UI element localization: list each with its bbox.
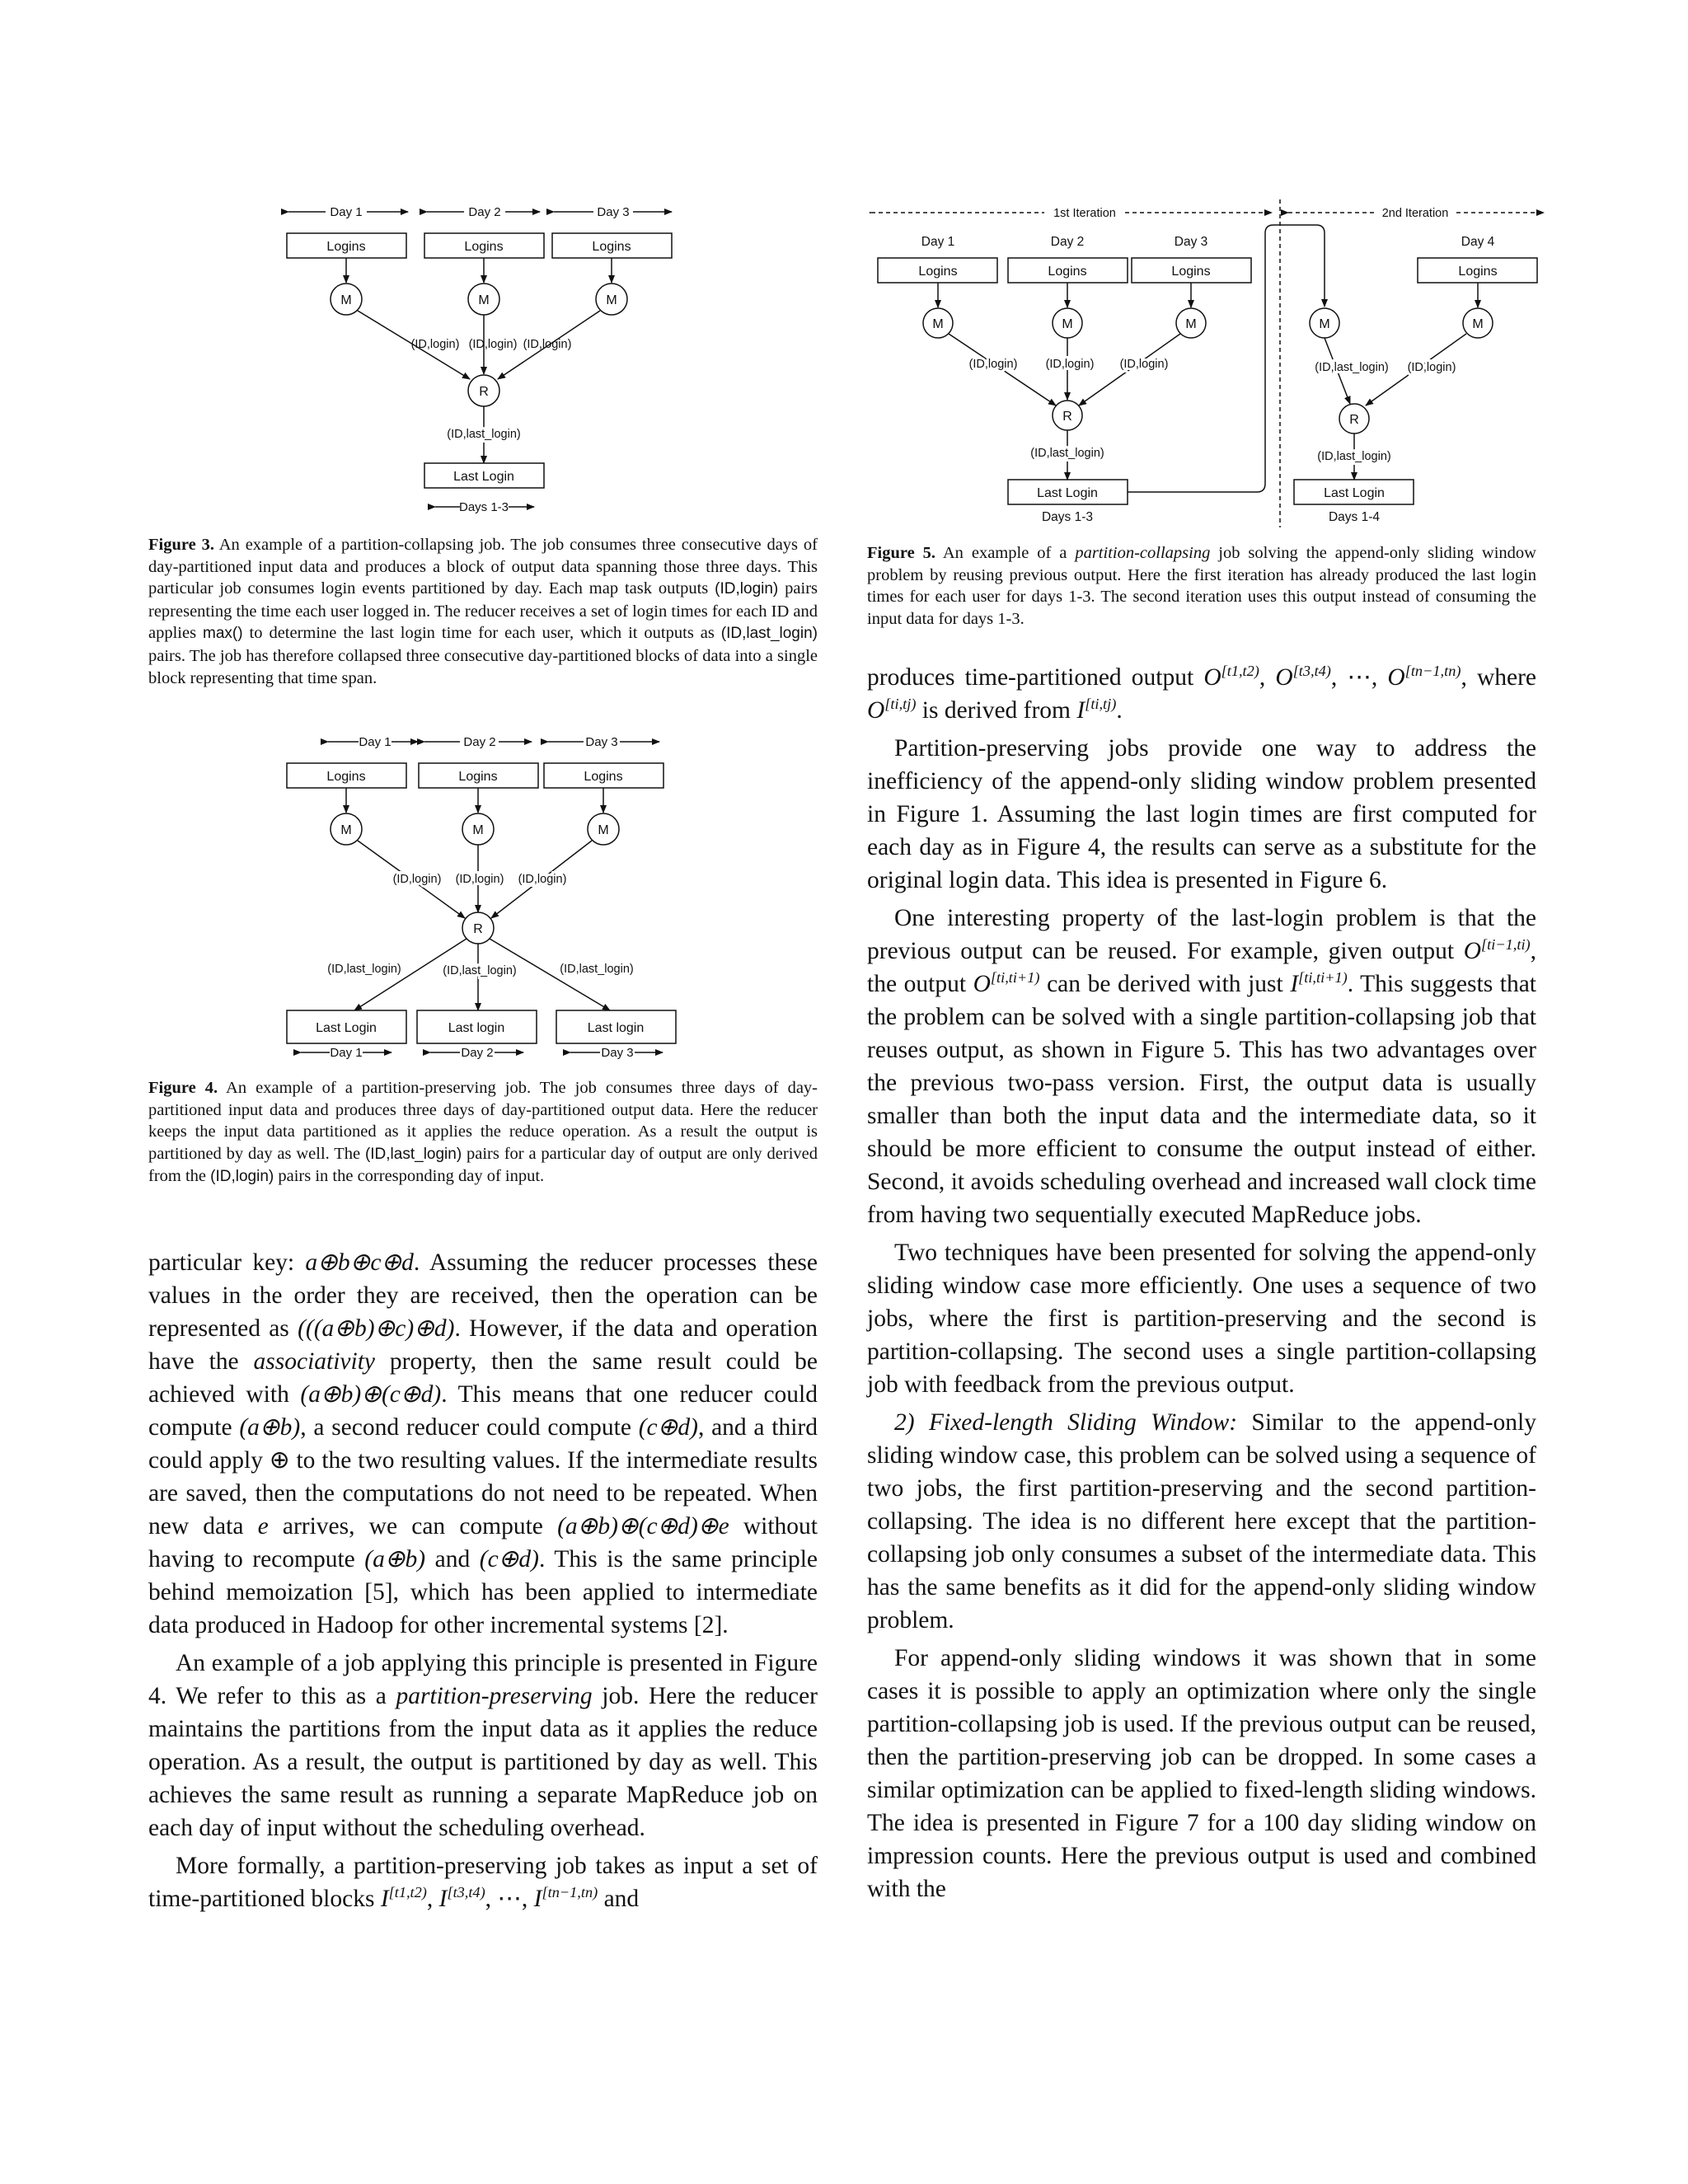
fig5-out-pair-label: (ID,last_login): [1030, 447, 1104, 460]
fig4-out-pair-label: (ID,last_login): [443, 964, 517, 977]
fig3-logins-label: Logins: [326, 240, 366, 254]
fig4-day-label: Day 1: [330, 1046, 363, 1059]
fig3-reduce-label: R: [479, 385, 489, 399]
paragraph: particular key: a⊕b⊕c⊕d. Assuming the reducer processes these values in the order they are received, then the operation can be represented as (((a⊕b)⊕c)⊕d). However, if the data and operation have the associativity property, then the same result could be achieved with (a⊕b)⊕(c⊕d). This means that one reducer could compute (a⊕b), a second reducer could compute (c⊕d), and a third could apply ⊕ to the two resulting values. If the intermediate results are saved, then the computations do not need to be repeated. When new data e arrives, we can compute (a⊕b)⊕(c⊕d)⊕e without having to recompute (a⊕b) and (c⊕d). This is the same principle behind memoization [5], which has been applied to intermediate data produced in Hadoop for other incremental systems [2].: [148, 1249, 818, 1638]
fig4-out-pair-label: (ID,last_login): [560, 963, 634, 976]
fig3-pair-label: (ID,login): [523, 338, 572, 351]
fig5-pair-label: (ID,login): [968, 358, 1018, 371]
fig3-pair-label: (ID,login): [468, 338, 518, 351]
fig3-out-pair-label: (ID,last_login): [447, 428, 521, 441]
fig5-span-label: Days 1-3: [1041, 510, 1094, 524]
right-column-text: [867, 661, 1536, 1910]
paragraph: An example of a job applying this principle is presented in Figure 4. We refer to this as a partition-preserving job. Here the reducer maintains the partitions from the input data as it applies the reduce operation. As a result, the output is partitioned by day as well. This achieves the same result as running a separate MapReduce job on each day of input without the scheduling overhead.: [148, 1650, 818, 1841]
fig3-day-label: Day 1: [330, 205, 363, 219]
fig4-output-label: Last login: [448, 1021, 505, 1035]
caption-text: job solving the append-only sliding window problem by reusing previous output. Here the first iteration has already produced the last login times for each user for days 1-3. The second iteration uses this output instead of consuming the input data for days 1-3.: [867, 544, 1536, 628]
caption-code: (ID,last_login): [720, 625, 818, 643]
fig4-pair-label: (ID,login): [392, 873, 442, 886]
fig5-pair-label: (ID,login): [1045, 358, 1095, 371]
paragraph: For append-only sliding windows it was shown that in some cases it is possible to apply an optimization where only the single partition-collapsing job is used. If the previous output can be reused, then the partition-preserving job can be dropped. In some cases a similar optimization can be applied to fixed-length sliding windows. The idea is presented in Figure 7 for a 100 day sliding window on impression counts. Here the previous output is used and combined with the: [867, 1645, 1536, 1902]
fig5-span-label: Days 1-4: [1328, 510, 1381, 524]
fig4-out-pair-label: (ID,last_login): [327, 963, 401, 976]
fig5-out-pair-label: (ID,last_login): [1317, 450, 1391, 463]
fig3-logins-label: Logins: [464, 240, 504, 254]
fig5-iteration-2-label: 2nd Iteration: [1381, 207, 1449, 220]
fig4-map-label: M: [472, 823, 484, 837]
paragraph: 2) Fixed-length Sliding Window: Similar to the append-only sliding window case, this problem can be solved using a sequence of two jobs, the first partition-preserving and the second partition-collapsing. The idea is no different here except that the partition-collapsing job only consumes a subset of the intermediate data. This has the same benefits as it did for the append-only sliding window problem.: [867, 1409, 1536, 1633]
fig5-reduce-label: R: [1349, 413, 1359, 427]
fig3-day-label: Day 2: [468, 205, 501, 219]
fig3-pair-label: (ID,login): [410, 338, 460, 351]
fig5-map-label: M: [932, 317, 944, 331]
fig4-logins-label: Logins: [584, 770, 623, 784]
fig4-map-label: M: [340, 823, 352, 837]
fig5-day-label: Day 1: [921, 235, 955, 249]
left-column-text: [148, 1246, 818, 1920]
fig4-reduce-label: R: [473, 922, 483, 936]
fig5-day-label: Day 4: [1461, 235, 1495, 249]
caption-text: An example of a: [935, 544, 1076, 562]
fig4-pair-label: (ID,login): [455, 873, 504, 886]
fig4-logins-label: Logins: [458, 770, 498, 784]
fig5-logins-label: Logins: [1048, 265, 1087, 279]
paragraph: produces time-partitioned output $O^{[t1,t2)}$, $O^{[t3,t4)}$, ⋯, $O^{[tn-1,tn)}$, where $O^{[ti,tj)}$ is derived from $I^{[ti,tj)}$.: [867, 663, 1537, 724]
fig4-day-label: Day 2: [461, 1046, 494, 1059]
fig5-map-label: M: [1185, 317, 1197, 331]
figure-4-caption: [148, 1077, 818, 1188]
fig4-day-label: Day 1: [359, 735, 392, 749]
fig3-caption-label: Figure 3.: [148, 536, 214, 554]
caption-text: An example of a partition-preserving job. The job consumes three days of day-partitioned input data and produces three days of day-partitioned output data. Here the reducer keeps the input data partitioned as it applies the reduce operation. As a result the output is partitioned by day as well. The: [148, 1079, 818, 1163]
fig3-output-label: Last Login: [453, 470, 514, 484]
subsection-heading: 2) Fixed-length Sliding Window:: [894, 1409, 1238, 1436]
fig5-day-label: Day 3: [1174, 235, 1208, 249]
caption-text: pairs. The job has therefore collapsed three consecutive day-partitioned blocks of data into a single block representing that time span.: [148, 646, 818, 687]
figure-5-caption: [867, 542, 1536, 630]
paragraph: More formally, a partition-preserving job takes as input a set of time-partitioned blocks $I^{[t1,t2)}$, $I^{[t3,t4)}$, ⋯, $I^{[tn-1,tn)}$ and: [148, 1853, 818, 1912]
fig4-output-label: Last Login: [316, 1021, 377, 1035]
fig5-logins-label: Logins: [1171, 265, 1211, 279]
figure-5: [870, 198, 1554, 532]
fig4-logins-label: Logins: [326, 770, 366, 784]
figure-4: [272, 725, 701, 1059]
fig4-day-label: Day 2: [463, 735, 496, 749]
fig5-out-pair-label: (ID,last_login): [1315, 361, 1389, 374]
fig3-map-label: M: [340, 293, 352, 307]
caption-text: pairs in the corresponding day of input.: [274, 1167, 545, 1186]
fig5-logins-label: Logins: [918, 265, 958, 279]
fig5-output-label: Last Login: [1324, 486, 1385, 500]
caption-text: An example of a partition-collapsing job. The job consumes three consecutive days of day-partitioned input data and produces a block of output data spanning those three days. This particular job consumes login events partitioned by day. Each map task outputs: [148, 536, 818, 598]
figure-3-diagram: [272, 194, 701, 523]
fig3-logins-label: Logins: [592, 240, 631, 254]
figure-5-diagram: [870, 198, 1554, 532]
fig4-map-label: M: [598, 823, 609, 837]
paragraph: Two techniques have been presented for solving the append-only sliding window case more efficiently. One uses a sequence of two jobs, where the first is partition-preserving and the second is partition-collapsing. The second uses a single partition-collapsing job with feedback from the previous output.: [867, 1240, 1536, 1398]
fig3-map-label: M: [606, 293, 617, 307]
fig5-pair-label: (ID,login): [1119, 358, 1169, 371]
fig5-map-label: M: [1062, 317, 1073, 331]
fig3-span-label: Days 1-3: [458, 500, 509, 514]
fig5-reduce-label: R: [1062, 410, 1072, 424]
caption-text: pairs representing the time each user logged in. The reducer receives a set of login times for each ID and applies: [148, 579, 818, 643]
caption-code: (ID,login): [715, 580, 779, 598]
fig5-logins-label: Logins: [1458, 265, 1498, 279]
fig4-pair-label: (ID,login): [518, 873, 567, 886]
fig5-pair-label: (ID,login): [1407, 361, 1456, 374]
caption-text: pairs for a particular day of output are only derived from the: [148, 1144, 818, 1186]
fig3-map-label: M: [478, 293, 490, 307]
fig4-output-label: Last login: [587, 1021, 645, 1035]
fig3-day-label: Day 3: [597, 205, 630, 219]
paragraph: One interesting property of the last-login problem is that the previous output can be reused. For example, given output $O^{[ti-1,ti)}$, the output $O^{[ti,ti+1)}$ can be derived with just $I^{[ti,ti+1)}$. This suggests that the problem can be solved with a single partition-collapsing job that reuses output, as shown in Figure 5. This has two advantages over the previous two-pass version. First, the output data is usually smaller than both the input data and the intermediate data, so it should be more efficient to consume the output instead of either. Second, it avoids scheduling overhead and increased wall clock time from having two sequentially executed MapReduce jobs.: [867, 905, 1536, 1228]
figure-3: [272, 194, 701, 523]
caption-code: (ID,last_login): [364, 1145, 462, 1163]
fig5-map-label: M: [1472, 317, 1484, 331]
fig5-output-label: Last Login: [1037, 486, 1098, 500]
fig5-caption-label: Figure 5.: [867, 544, 936, 562]
fig4-day-label: Day 3: [601, 1046, 634, 1059]
fig5-map-label: M: [1319, 317, 1330, 331]
paragraph: Partition-preserving jobs provide one way to address the inefficiency of the append-only sliding window problem presented in Figure 1. Assuming the last login times are first computed for each day as in Figure 4, the results can serve as a substitute for the original login data. This idea is presented in Figure 6.: [867, 735, 1536, 893]
caption-code: (ID,login): [210, 1168, 274, 1186]
caption-emphasis: partition-collapsing: [1075, 544, 1211, 562]
fig4-caption-label: Figure 4.: [148, 1079, 218, 1097]
figure-4-diagram: [272, 725, 701, 1059]
fig4-day-label: Day 3: [585, 735, 618, 749]
caption-text: to determine the last login time for each user, which it outputs as: [242, 624, 721, 643]
figure-3-caption: [148, 534, 818, 689]
caption-code: max(): [203, 625, 243, 643]
fig5-day-label: Day 2: [1050, 235, 1085, 249]
fig5-iteration-1-label: 1st Iteration: [1053, 207, 1116, 220]
